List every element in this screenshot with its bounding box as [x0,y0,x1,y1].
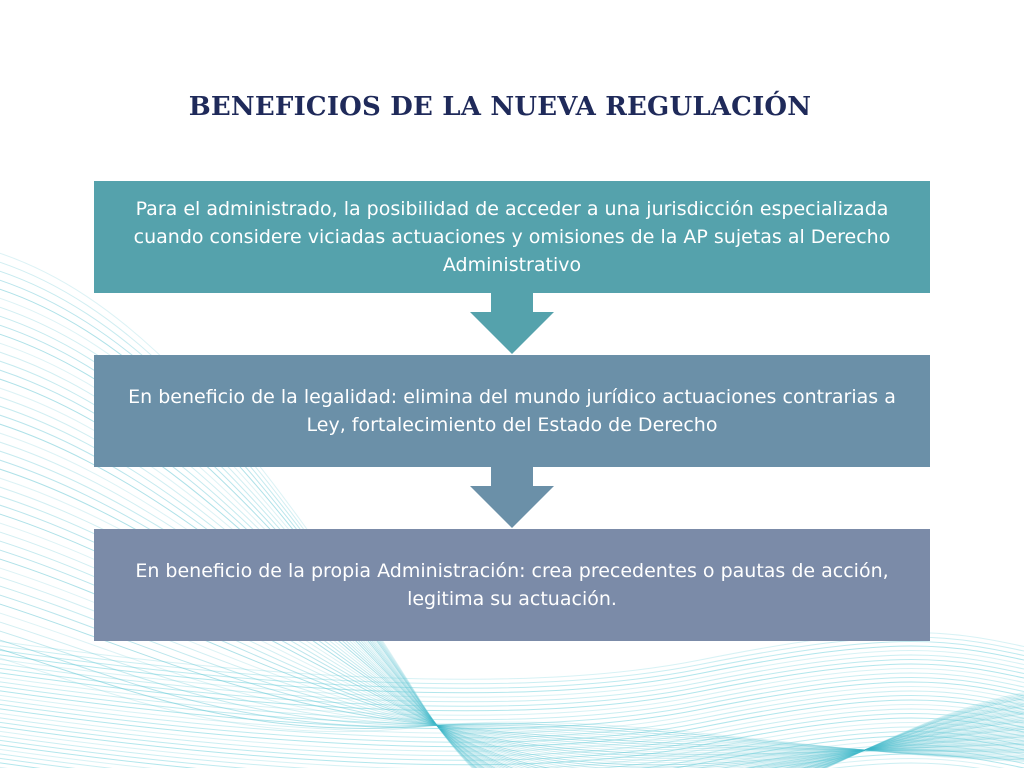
down-arrow-icon [470,466,554,528]
step-box-text: En beneficio de la propia Administración: crea precedentes o pautas de acción, legitima su actuación. [135,560,889,610]
step-box-administracion [94,529,930,641]
step-box-text: Para el administrado, la posibilidad de acceder a una jurisdicción especializada cuando considere viciadas actuaciones y omisiones de la AP sujetas al Derecho Administrativo [133,198,891,276]
step-box-text: En beneficio de la legalidad: elimina del mundo jurídico actuaciones contrarias a Ley, fortalecimiento del Estado de Derecho [128,386,896,436]
slide-title: BENEFICIOS DE LA NUEVA REGULACIÓN [188,92,812,122]
down-arrow-icon [470,292,554,354]
step-box-administrado [94,181,930,293]
step-box-legalidad [94,355,930,467]
